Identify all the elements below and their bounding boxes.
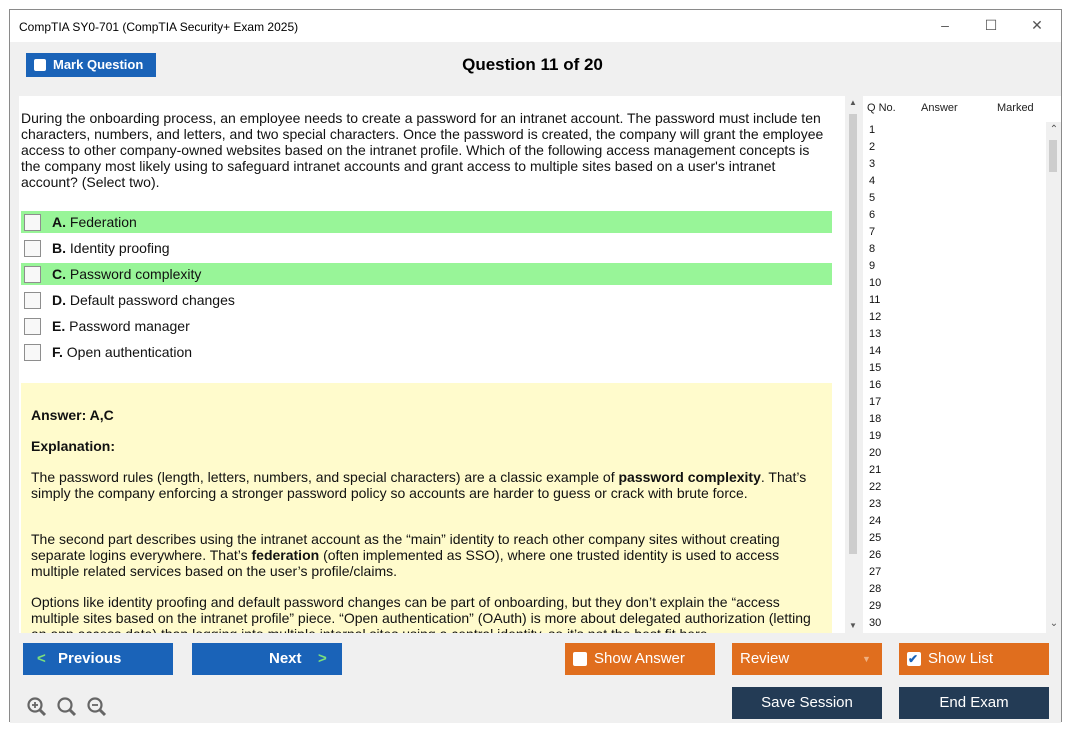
list-item-number: 20 xyxy=(869,447,882,459)
explanation-text: (often implemented as SSO), where one trusted identity is used to access multiple related services based on the user’s profile/claims. xyxy=(31,547,780,579)
chevron-up-icon[interactable]: ⌃ xyxy=(1049,124,1059,135)
scroll-down-icon[interactable]: ▼ xyxy=(849,621,857,630)
zoom-in-icon[interactable] xyxy=(26,696,48,718)
list-item-number: 28 xyxy=(869,583,882,595)
list-item-number: 12 xyxy=(869,311,882,323)
show-list-button[interactable] xyxy=(899,643,1049,675)
next-label: Next xyxy=(269,650,302,667)
next-button[interactable] xyxy=(192,643,342,675)
list-item-number: 21 xyxy=(869,464,882,476)
option-letter: B. xyxy=(52,240,66,256)
list-item[interactable] xyxy=(863,241,1046,258)
list-item-number: 13 xyxy=(869,328,882,340)
scroll-up-icon[interactable]: ▲ xyxy=(849,98,857,107)
list-item[interactable] xyxy=(863,394,1046,411)
list-item-number: 30 xyxy=(869,617,882,629)
list-item-number: 16 xyxy=(869,379,882,391)
end-exam-button[interactable]: End Exam xyxy=(899,687,1049,719)
option-c[interactable] xyxy=(21,263,832,285)
save-session-button[interactable]: Save Session xyxy=(732,687,882,719)
list-scrollbar[interactable] xyxy=(1046,122,1061,633)
list-item[interactable] xyxy=(863,360,1046,377)
list-item[interactable] xyxy=(863,156,1046,173)
explanation-heading: Explanation: xyxy=(31,438,116,454)
list-item[interactable] xyxy=(863,258,1046,275)
mark-question-label: Mark Question xyxy=(53,57,144,72)
answer-line: Answer: A,C xyxy=(31,407,114,423)
option-a[interactable] xyxy=(21,211,832,233)
list-item[interactable] xyxy=(863,564,1046,581)
option-e[interactable] xyxy=(21,315,832,337)
option-text: Password complexity xyxy=(69,266,202,282)
option-letter: A. xyxy=(52,214,66,230)
list-item-number: 11 xyxy=(869,294,881,306)
list-item[interactable] xyxy=(863,462,1046,479)
checkbox-icon xyxy=(907,652,921,666)
list-item[interactable] xyxy=(863,513,1046,530)
question-pane xyxy=(19,96,845,633)
list-item[interactable] xyxy=(863,615,1046,632)
list-item-number: 7 xyxy=(869,226,876,238)
previous-button[interactable] xyxy=(23,643,173,675)
explanation-paragraph-2 xyxy=(31,531,826,579)
list-item-number: 9 xyxy=(869,260,876,272)
list-item[interactable] xyxy=(863,479,1046,496)
show-answer-label: Show Answer xyxy=(594,650,685,667)
list-item[interactable] xyxy=(863,428,1046,445)
list-header-qno: Q No. xyxy=(867,102,896,114)
list-item-number: 22 xyxy=(869,481,882,493)
explanation-paragraph-1 xyxy=(31,469,826,501)
list-item[interactable] xyxy=(863,377,1046,394)
explanation-emphasis: password complexity xyxy=(618,469,761,485)
window-title: CompTIA SY0-701 (CompTIA Security+ Exam 2025) xyxy=(19,20,299,34)
option-letter: D. xyxy=(52,292,66,308)
list-item[interactable] xyxy=(863,309,1046,326)
list-item-number: 14 xyxy=(869,345,882,357)
scroll-thumb[interactable] xyxy=(849,114,857,554)
option-text: Federation xyxy=(69,214,137,230)
option-checkbox[interactable] xyxy=(24,266,41,283)
list-item[interactable] xyxy=(863,445,1046,462)
option-text: Open authentication xyxy=(66,344,193,360)
list-item-number: 24 xyxy=(869,515,882,527)
list-item-number: 3 xyxy=(869,158,876,170)
close-button[interactable]: ✕ xyxy=(1031,17,1043,33)
list-item-number: 6 xyxy=(869,209,876,221)
exam-window xyxy=(9,9,1062,722)
option-text: Identity proofing xyxy=(69,240,170,256)
option-letter: C. xyxy=(52,266,66,282)
show-list-label: Show List xyxy=(928,650,994,667)
list-item[interactable] xyxy=(863,411,1046,428)
option-checkbox[interactable] xyxy=(24,292,41,309)
question-counter: Question 11 of 20 xyxy=(462,55,603,74)
question-list-panel xyxy=(863,96,1061,633)
list-item[interactable] xyxy=(863,530,1046,547)
option-b[interactable] xyxy=(21,237,832,259)
list-item[interactable] xyxy=(863,190,1046,207)
chevron-right-icon: > xyxy=(318,650,327,667)
previous-label: Previous xyxy=(58,650,122,667)
list-item-number: 18 xyxy=(869,413,882,425)
list-header-answer: Answer xyxy=(921,102,958,114)
chevron-down-icon[interactable]: ⌄ xyxy=(1049,618,1059,629)
list-item-number: 1 xyxy=(869,124,876,136)
list-item-number: 25 xyxy=(869,532,882,544)
list-item[interactable] xyxy=(863,343,1046,360)
list-header-marked: Marked xyxy=(997,102,1034,114)
list-item[interactable] xyxy=(863,292,1046,309)
list-item[interactable] xyxy=(863,547,1046,564)
navigation-bar xyxy=(10,633,1061,723)
maximize-button[interactable]: ☐ xyxy=(984,17,998,33)
option-text: Password manager xyxy=(69,318,190,334)
list-item-number: 19 xyxy=(869,430,882,442)
show-answer-button[interactable] xyxy=(565,643,715,675)
list-item-number: 27 xyxy=(869,566,882,578)
explanation-text: . That’s simply the company enforcing a stronger password policy so accounts are harder to guess or crack with brute force. xyxy=(31,469,807,501)
list-item[interactable] xyxy=(863,598,1046,615)
explanation-text: The second part describes using the intranet account as the “main” identity to reach other company sites without creating separate logins everywhere. That’s xyxy=(31,531,780,563)
option-letter: E. xyxy=(52,318,66,334)
minimize-button[interactable]: – xyxy=(941,17,949,33)
list-item-number: 29 xyxy=(869,600,882,612)
checkbox-icon xyxy=(573,652,587,666)
option-text: Default password changes xyxy=(69,292,235,308)
list-item-number: 8 xyxy=(869,243,876,255)
checkmark-icon: ✔ xyxy=(908,652,919,666)
review-label: Review xyxy=(740,650,790,667)
question-text: During the onboarding process, an employee needs to create a password for an intranet account. The password must include ten characters, numbers, and letters, and two special characters. Once the password is created, the company will grant the employee access to other company-owned websites based on the intranet profile. Which of the following access management concepts is the company most likely using to safeguard intranet accounts and grant access to multiple sites based on a user's intranet account? (Select two). xyxy=(21,110,824,190)
zoom-out-icon[interactable] xyxy=(86,696,108,718)
option-checkbox[interactable] xyxy=(24,214,41,231)
list-item[interactable] xyxy=(863,581,1046,598)
explanation-text: The password rules (length, letters, numbers, and special characters) are a classic example of xyxy=(31,469,619,485)
list-item-number: 4 xyxy=(869,175,876,187)
list-item-number: 17 xyxy=(869,396,882,408)
option-checkbox[interactable] xyxy=(24,318,41,335)
explanation-paragraph-3: Options like identity proofing and default password changes can be part of onboarding, but they don’t explain the “access multiple sites based on the intranet profile” piece. “Open authentication” (OAuth) is more about delegated authorization (letting xyxy=(31,594,811,626)
question-list xyxy=(863,122,1046,632)
chevron-down-icon: ▼ xyxy=(862,654,871,664)
option-d[interactable] xyxy=(21,289,832,311)
explanation-emphasis: federation xyxy=(251,547,320,563)
title-bar xyxy=(10,10,1061,42)
option-letter: F. xyxy=(52,344,63,360)
review-dropdown[interactable] xyxy=(732,643,882,675)
list-item[interactable] xyxy=(863,207,1046,224)
list-item[interactable] xyxy=(863,139,1046,156)
list-item-number: 15 xyxy=(869,362,882,374)
list-item-number: 10 xyxy=(869,277,882,289)
question-header xyxy=(10,42,1061,94)
list-item[interactable] xyxy=(863,122,1046,139)
option-checkbox[interactable] xyxy=(24,240,41,257)
list-item-number: 26 xyxy=(869,549,882,561)
list-item[interactable] xyxy=(863,224,1046,241)
option-checkbox[interactable] xyxy=(24,344,41,361)
list-scroll-thumb[interactable] xyxy=(1049,140,1057,172)
list-item-number: 23 xyxy=(869,498,882,510)
option-f[interactable] xyxy=(21,341,832,363)
question-scrollbar[interactable] xyxy=(846,96,860,633)
explanation-panel xyxy=(21,383,832,643)
list-item[interactable] xyxy=(863,275,1046,292)
zoom-reset-icon[interactable] xyxy=(56,696,78,718)
list-item[interactable] xyxy=(863,326,1046,343)
chevron-left-icon: < xyxy=(37,650,46,667)
list-item[interactable] xyxy=(863,496,1046,513)
list-item-number: 2 xyxy=(869,141,876,153)
list-item[interactable] xyxy=(863,173,1046,190)
list-item-number: 5 xyxy=(869,192,876,204)
